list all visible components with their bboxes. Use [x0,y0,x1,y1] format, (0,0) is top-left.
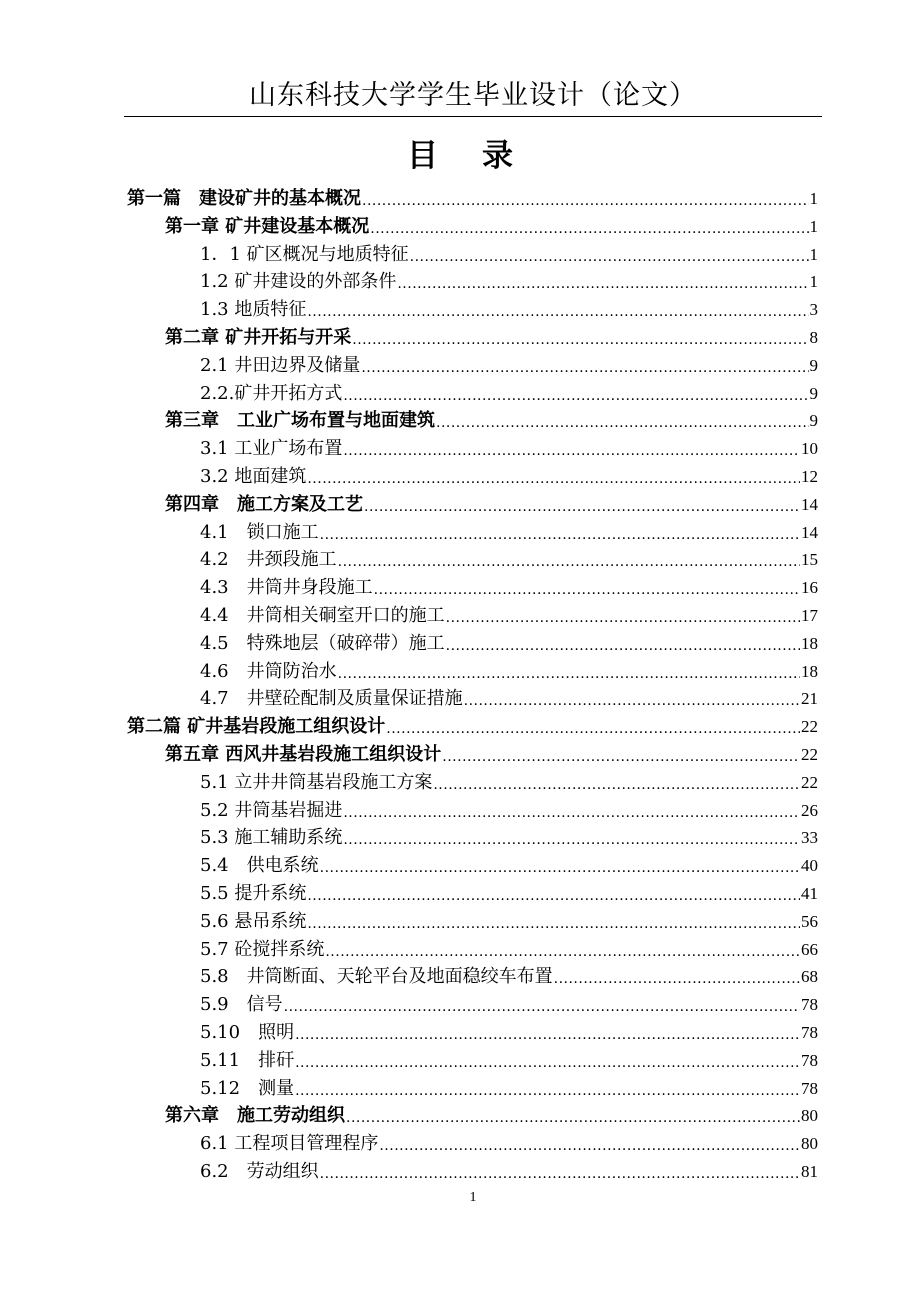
toc-entry-text: 5.6 悬吊系统 [200,910,307,932]
toc-leader-dots [295,1082,800,1100]
toc-entry-text: 1．1 矿区概况与地质特征 [200,243,409,265]
toc-entry[interactable] [200,933,818,961]
toc-leader-dots [554,970,800,988]
toc-leader-dots [343,804,800,822]
toc-leader-dots [284,998,800,1016]
toc-entry-page: 1 [809,189,818,208]
toc-entry-text: 4.4 井筒相关硐室开口的施工 [200,605,445,626]
toc-entry[interactable] [200,432,818,460]
toc-entry[interactable] [200,655,818,683]
toc-entry-text: 5.7 砼搅拌系统 [200,938,325,960]
toc-leader-dots [410,248,809,266]
toc-entry-text: 5.11 排矸 [200,1049,295,1071]
toc-entry[interactable] [200,349,818,377]
toc-entry[interactable] [200,988,818,1016]
toc-leader-dots [307,470,800,488]
toc-entry[interactable] [200,293,818,321]
toc-entry-text: 5.3 施工辅助系统 [200,827,343,849]
toc-entry-text: 5.5 提升系统 [200,883,307,904]
toc-entry-text: 6.1 工程项目管理程序 [200,1133,379,1155]
toc-entry-text: 5.10 照明 [200,1022,295,1043]
toc-leader-dots [379,1137,800,1155]
toc-entry-text: 3.1 工业广场布置 [200,438,343,460]
toc-leader-dots [442,748,800,766]
toc-entry[interactable] [200,1072,818,1100]
toc-entry[interactable] [200,905,818,933]
toc-entry-page: 14 [801,494,818,514]
toc-entry-page: 78 [801,1078,818,1098]
toc-entry[interactable] [200,821,818,849]
toc-entry[interactable] [200,1127,818,1155]
toc-leader-dots [397,275,808,293]
toc-entry-text: 4.2 井颈段施工 [200,549,337,571]
toc-entry-page: 78 [801,995,818,1015]
toc-entry-text: 5.8 井筒断面、天轮平台及地面稳绞车布置 [200,966,553,988]
toc-leader-dots [325,943,800,961]
toc-leader-dots [338,665,800,683]
toc-entry[interactable] [200,1155,818,1183]
toc-entry-page: 18 [801,633,818,653]
toc-entry-text: 5.9 信号 [200,994,283,1016]
toc-entry-text: 2.2.矿井开拓方式 [200,382,343,404]
toc-entry-page: 78 [801,1050,818,1070]
toc-entry-text: 第五章 西风井基岩段施工组织设计 [165,744,442,765]
toc-leader-dots [338,553,800,571]
toc-leader-dots [364,498,800,516]
toc-entry-page: 9 [809,355,818,375]
toc-entry[interactable] [200,460,818,488]
toc-entry-text: 第二篇 矿井基岩段施工组织设计 [127,716,386,738]
toc-entry-page: 1 [809,216,818,236]
toc-entry[interactable] [200,627,818,655]
toc-entry[interactable] [200,238,818,266]
toc-entry[interactable] [165,738,818,766]
toc-entry[interactable] [200,1016,818,1044]
toc-leader-dots [446,609,800,627]
toc-entry-text: 5.4 供电系统 [200,855,319,877]
toc-leader-dots [307,915,800,933]
toc-entry[interactable] [200,960,818,988]
toc-leader-dots [295,1026,800,1044]
toc-entry-page: 22 [801,745,818,764]
toc-entry[interactable] [165,210,818,238]
toc-leader-dots [343,831,800,849]
toc-entry[interactable] [200,682,818,710]
toc-leader-dots [361,359,808,377]
toc-entry[interactable] [165,1099,818,1127]
toc-entry-text: 第一章 矿井建设基本概况 [165,215,370,237]
toc-title-char-1: 目 [407,138,438,174]
toc-entry[interactable] [200,794,818,822]
toc-entry[interactable] [200,543,818,571]
toc-entry[interactable] [200,265,818,293]
toc-entry-page: 12 [801,467,818,486]
toc-entry-text: 3.2 地面建筑 [200,466,307,487]
toc-leader-dots [464,692,800,710]
toc-entry-page: 78 [801,1023,818,1042]
toc-entry-page: 68 [801,967,818,987]
toc-entry[interactable] [200,377,818,405]
toc-entry-text: 5.12 测量 [200,1077,295,1099]
toc-leader-dots [362,192,809,210]
toc-leader-dots [352,331,808,349]
toc-leader-dots [433,776,800,794]
toc-entry[interactable] [165,488,818,516]
toc-leader-dots [295,1054,800,1072]
toc-entry[interactable] [200,599,818,627]
toc-entry-text: 6.2 劳动组织 [200,1161,319,1182]
toc-entry-page: 16 [801,578,818,598]
toc-entry-page: 3 [809,300,818,320]
toc-entry-text: 2.1 井田边界及储量 [200,354,361,376]
toc-entry-text: 第六章 施工劳动组织 [165,1105,345,1127]
header-rule [124,116,822,117]
toc-entry-text: 1.2 矿井建设的外部条件 [200,271,397,293]
toc-entry-page: 10 [801,439,818,459]
toc-entry-page: 22 [801,772,818,792]
page-header-title: 山东科技大学学生毕业设计（论文） [249,80,697,111]
toc-leader-dots [320,859,800,877]
toc-leader-dots [436,414,809,432]
toc-entry-text: 5.1 立井井筒基岩段施工方案 [200,771,433,793]
toc-entry[interactable] [165,404,818,432]
toc-entry-page: 56 [801,911,818,931]
toc-entry-text: 5.2 井筒基岩掘进 [200,799,343,821]
toc-entry-page: 21 [801,689,818,709]
toc-entry-page: 9 [809,411,818,431]
toc-entry-page: 81 [801,1162,818,1181]
toc-entry[interactable] [200,849,818,877]
toc-entry-text: 第二章 矿井开拓与开采 [165,327,352,348]
toc-entry[interactable] [200,516,818,544]
toc-entry-page: 18 [801,661,818,681]
toc-entry-text: 第一篇 建设矿井的基本概况 [127,188,361,209]
toc-leader-dots [446,637,800,655]
toc-leader-dots [386,720,800,738]
toc-leader-dots [343,387,808,405]
toc-entry[interactable] [200,1044,818,1072]
toc-entry-page: 80 [801,1134,818,1154]
toc-entry-text: 第三章 工业广场布置与地面建筑 [165,410,435,432]
toc-leader-dots [320,1165,800,1183]
toc-entry-page: 41 [801,884,818,903]
toc-entry-text: 1.3 地质特征 [200,299,307,321]
toc-entry[interactable] [127,710,818,738]
toc-entry-page: 17 [801,606,818,625]
toc-title-char-2: 录 [482,138,513,174]
toc-entry[interactable] [200,877,818,905]
toc-entry[interactable] [127,182,818,210]
toc-entry-text: 第四章 施工方案及工艺 [165,493,363,515]
toc-entry[interactable] [200,766,818,794]
toc-entry-text: 4.6 井筒防治水 [200,660,337,682]
toc-leader-dots [307,887,800,905]
toc-entry-page: 80 [801,1106,818,1126]
toc-entry-page: 15 [801,550,818,570]
toc-entry[interactable] [200,571,818,599]
toc-leader-dots [346,1109,800,1127]
toc-leader-dots [320,526,800,544]
toc-leader-dots [370,220,808,238]
toc-leader-dots [343,442,800,460]
toc-entry-text: 4.3 井筒井身段施工 [200,577,373,599]
toc-entry[interactable] [165,321,818,349]
toc-entry-page: 26 [801,800,818,820]
page-number: 1 [469,1190,477,1205]
toc-leader-dots [374,581,800,599]
toc-entry-text: 4.7 井壁砼配制及质量保证措施 [200,688,463,710]
toc-entry-page: 22 [801,717,818,737]
toc-entry-page: 33 [801,828,818,848]
toc-entry-page: 66 [801,939,818,959]
toc-entry-page: 8 [809,328,818,347]
toc-entry-page: 14 [801,522,818,542]
toc-title [0,136,920,176]
toc-entry-page: 9 [809,383,818,403]
toc-entry-text: 4.5 特殊地层（破碎带）施工 [200,632,445,654]
toc-entry-page: 1 [809,244,818,264]
toc-entry-page: 40 [801,856,818,876]
toc-leader-dots [307,303,808,321]
toc-entry-text: 4.1 锁口施工 [200,521,319,543]
toc-entry-page: 1 [809,272,818,292]
